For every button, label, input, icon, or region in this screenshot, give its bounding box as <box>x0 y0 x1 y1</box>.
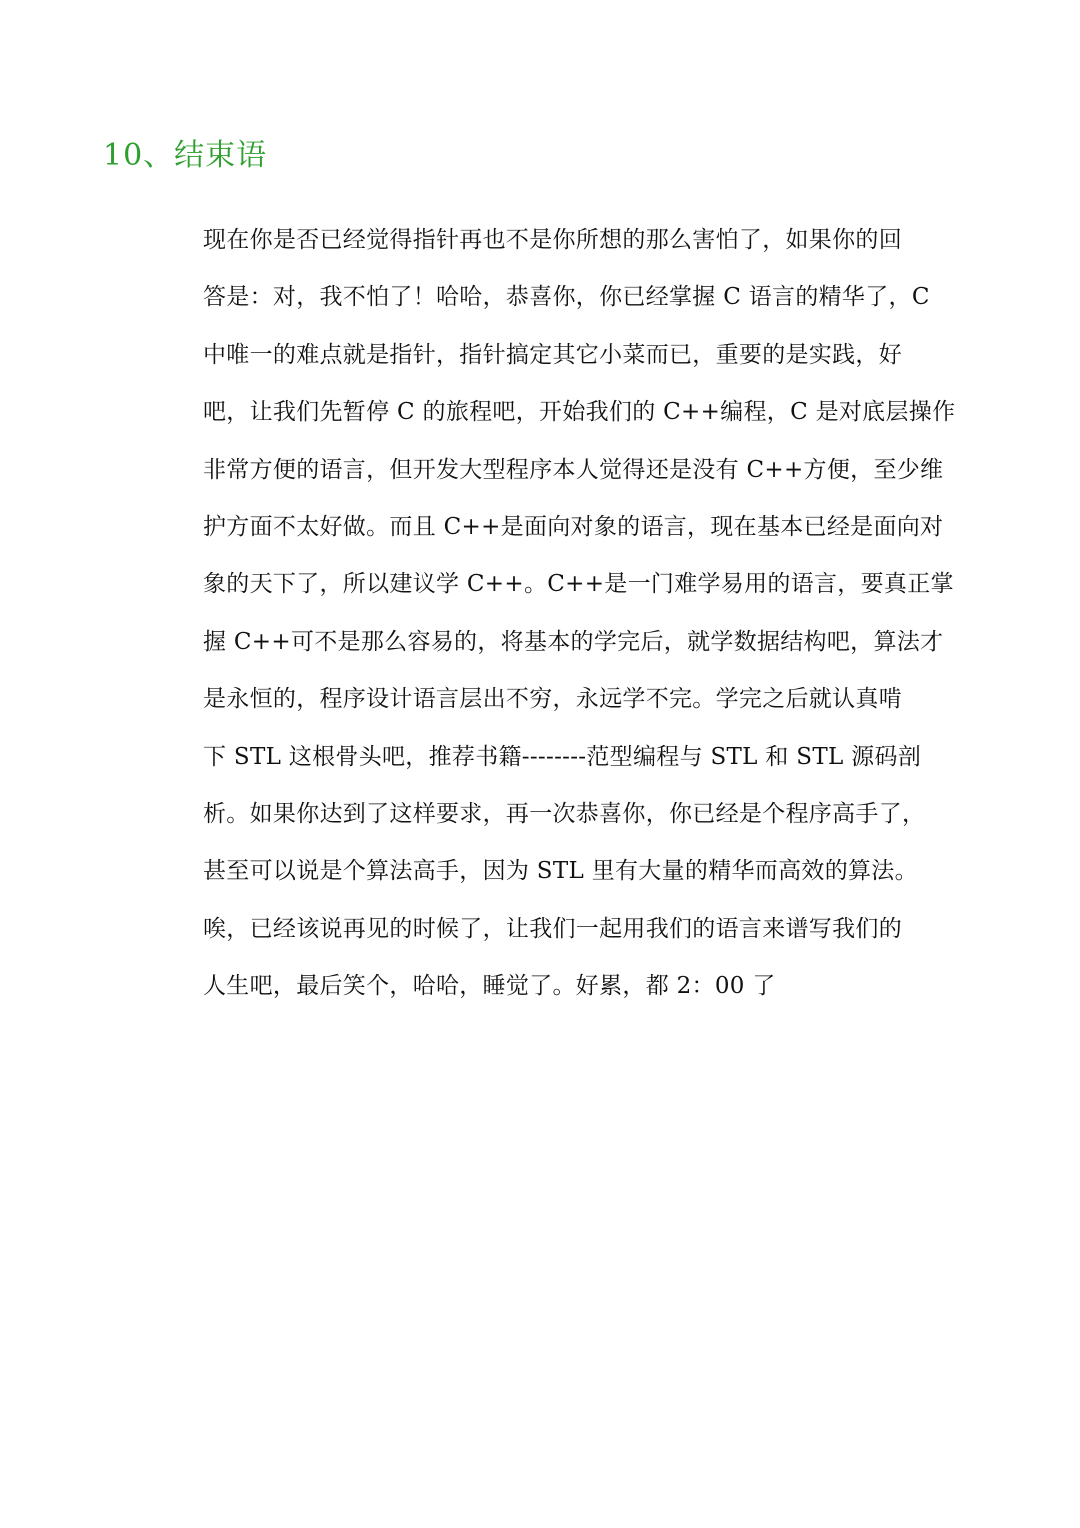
closing-paragraph <box>203 212 993 1015</box>
paragraph-line: 是永恒的，程序设计语言层出不穷，永远学不完。学完之后就认真啃 <box>203 686 902 713</box>
paragraph-line: 甚至可以说是个算法高手，因为 STL 里有大量的精华而高效的算法。 <box>203 858 918 885</box>
paragraph-line: 护方面不太好做。而且 C++是面向对象的语言，现在基本已经是面向对 <box>203 513 944 540</box>
paragraph-line: 答是：对，我不怕了！哈哈，恭喜你，你已经掌握 C 语言的精华了，C <box>203 284 930 311</box>
paragraph-line: 非常方便的语言，但开发大型程序本人觉得还是没有 C++方便，至少维 <box>203 456 944 483</box>
paragraph-line: 析。如果你达到了这样要求，再一次恭喜你，你已经是个程序高手了， <box>203 800 926 827</box>
paragraph-line: 下 STL 这根骨头吧，推荐书籍--------范型编程与 STL 和 STL 源码剖 <box>203 743 922 770</box>
section-heading: 10、结束语 <box>103 138 268 173</box>
paragraph-line: 中唯一的难点就是指针，指针搞定其它小菜而已，重要的是实践，好 <box>203 341 902 368</box>
paragraph-line: 握 C++可不是那么容易的，将基本的学完后，就学数据结构吧，算法才 <box>203 628 944 655</box>
paragraph-line: 人生吧，最后笑个，哈哈，睡觉了。好累，都 2：00 了 <box>203 973 776 1000</box>
paragraph-line: 象的天下了，所以建议学 C++。C++是一门难学易用的语言，要真正掌 <box>203 571 954 598</box>
paragraph-line: 吧，让我们先暂停 C 的旅程吧，开始我们的 C++编程，C 是对底层操作 <box>203 399 956 426</box>
paragraph-line: 唉，已经该说再见的时候了，让我们一起用我们的语言来谱写我们的 <box>203 915 902 942</box>
paragraph-line: 现在你是否已经觉得指针再也不是你所想的那么害怕了，如果你的回 <box>203 227 902 253</box>
